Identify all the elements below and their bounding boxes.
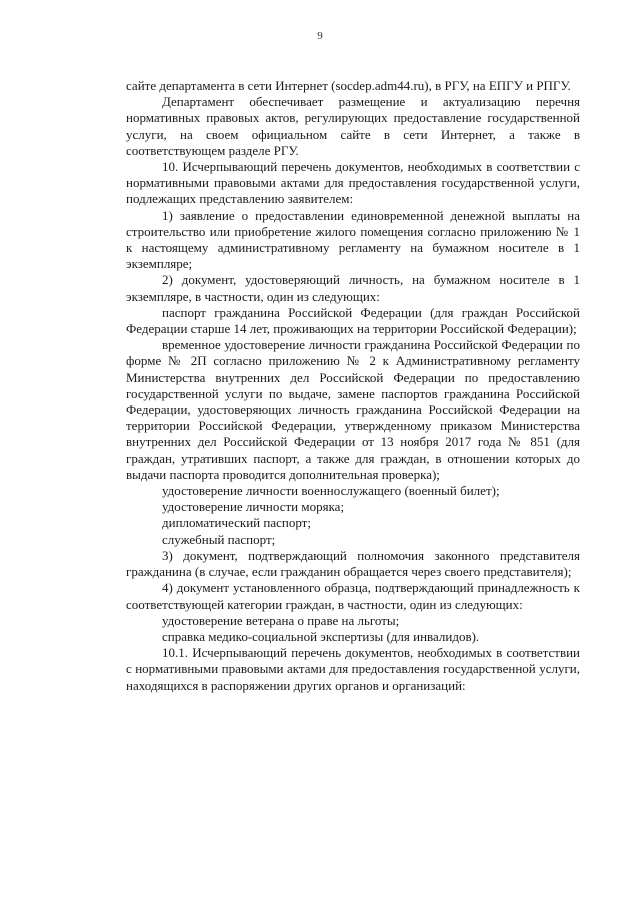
paragraph-clause-10-1: 10.1. Исчерпывающий перечень документов, необходимых в соответствии с нормативными правовыми актами для предоставления государственной услуги, находящихся в распоряжении других органов и организаций:	[126, 645, 580, 693]
paragraph-service-passport: служебный паспорт;	[162, 531, 276, 547]
paragraph-site-continuation: сайте департамента в сети Интернет (socdep.adm44.ru), в РГУ, на ЕПГУ и РПГУ.	[126, 78, 571, 93]
paragraph-item-4-category: 4) документ установленного образца, подтверждающий принадлежность к соответствующей категории граждан, в частности, один из следующих:	[126, 580, 580, 612]
paragraph-department-duties: Департамент обеспечивает размещение и актуализацию перечня нормативных правовых актов, регулирующих предоставление государственной услуги, на своем официальном сайте в сети Интернет, а также в соответствующем разделе РГУ.	[126, 94, 580, 158]
document-body	[126, 78, 580, 694]
paragraph-veteran-certificate: удостоверение ветерана о праве на льготы;	[162, 612, 400, 628]
paragraph-diplomatic-passport: дипломатический паспорт;	[162, 515, 311, 531]
paragraph-item-1-application: 1) заявление о предоставлении единовременной денежной выплаты на строительство или приобретение жилого помещения согласно приложению № 1 к настоящему административному регламенту на бумажном носителе в 1 экземпляре;	[126, 207, 580, 272]
paragraph-clause-10: 10. Исчерпывающий перечень документов, необходимых в соответствии с нормативными правовыми актами для предоставления государственной услуги, подлежащих представлению заявителем:	[126, 159, 580, 207]
page-number: 9	[317, 30, 323, 42]
paragraph-seaman-id: удостоверение личности моряка;	[162, 499, 345, 515]
paragraph-medical-certificate: справка медико-социальной экспертизы (для инвалидов).	[162, 628, 480, 644]
paragraph-item-2-identity: 2) документ, удостоверяющий личность, на бумажном носителе в 1 экземпляре, в частности, один из следующих:	[126, 272, 580, 304]
paragraph-passport-rf: паспорт гражданина Российской Федерации (для граждан Российской Федерации старше 14 лет, проживающих на территории Российской Федерации);	[126, 304, 580, 337]
paragraph-item-3-representative: 3) документ, подтверждающий полномочия законного представителя гражданина (в случае, если гражданин обращается через своего представителя);	[126, 547, 580, 580]
paragraph-military-id: удостоверение личности военнослужащего (военный билет);	[162, 483, 500, 499]
paragraph-temporary-id: временное удостоверение личности гражданина Российской Федерации по форме № 2П согласно приложению № 2 к Административному регламенту Министерства внутренних дел Российской Федерации по предоставлению государственной услуги по выдаче, замене паспортов гражданина Российской Федерации, удостоверяющих личность гражданина Российской Федерации на территории Российской Федерации, утвержденному приказом Министерства внутренних дел Российской Федерации от 13 ноября 2017 года № 851 (для граждан, утративших паспорт, а также для граждан, в отношении которых до выдачи паспорта проводится дополнительная проверка);	[126, 337, 580, 482]
